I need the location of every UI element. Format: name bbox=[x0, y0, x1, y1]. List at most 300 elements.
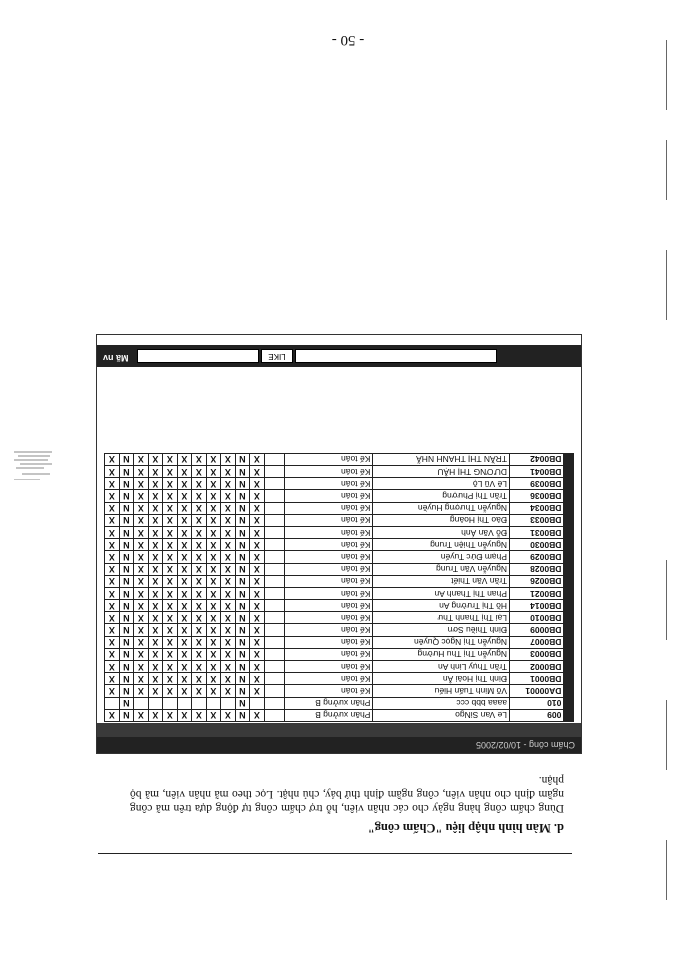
attendance-mark-cell[interactable]: X bbox=[177, 575, 192, 587]
attendance-mark-cell[interactable]: X bbox=[134, 612, 149, 624]
attendance-mark-cell[interactable]: X bbox=[250, 661, 265, 673]
attendance-mark-cell[interactable]: X bbox=[105, 453, 120, 465]
attendance-mark-cell[interactable]: N bbox=[235, 673, 250, 685]
row-selector[interactable] bbox=[564, 514, 574, 526]
attendance-mark-cell[interactable]: X bbox=[148, 612, 163, 624]
attendance-mark-cell[interactable]: X bbox=[163, 575, 178, 587]
row-checkbox[interactable] bbox=[264, 551, 285, 563]
attendance-mark-cell[interactable]: X bbox=[250, 563, 265, 575]
attendance-mark-cell[interactable]: X bbox=[177, 514, 192, 526]
employee-name-cell[interactable]: DƯƠNG THỊ HẬU bbox=[373, 466, 510, 478]
attendance-mark-cell[interactable]: X bbox=[148, 551, 163, 563]
attendance-mark-cell[interactable]: N bbox=[235, 563, 250, 575]
department-cell[interactable]: Kế toán bbox=[285, 612, 373, 624]
row-checkbox[interactable] bbox=[264, 527, 285, 539]
attendance-mark-cell[interactable]: X bbox=[163, 709, 178, 721]
attendance-mark-cell[interactable]: X bbox=[177, 624, 192, 636]
employee-name-cell[interactable]: Đinh Thiều Sơn bbox=[373, 624, 510, 636]
department-cell[interactable]: Kế toán bbox=[285, 587, 373, 599]
attendance-mark-cell[interactable]: N bbox=[119, 551, 134, 563]
attendance-mark-cell[interactable]: X bbox=[206, 661, 221, 673]
attendance-mark-cell[interactable]: X bbox=[148, 514, 163, 526]
employee-name-cell[interactable]: Lại Thị Thanh Thư bbox=[373, 612, 510, 624]
row-selector[interactable] bbox=[564, 697, 574, 709]
attendance-mark-cell[interactable]: X bbox=[192, 587, 207, 599]
row-checkbox[interactable] bbox=[264, 575, 285, 587]
attendance-mark-cell[interactable]: X bbox=[177, 551, 192, 563]
row-selector[interactable] bbox=[564, 587, 574, 599]
attendance-mark-cell[interactable]: X bbox=[105, 514, 120, 526]
attendance-mark-cell[interactable]: N bbox=[235, 587, 250, 599]
attendance-mark-cell[interactable]: X bbox=[105, 636, 120, 648]
employee-id-cell[interactable]: DB0010 bbox=[509, 612, 563, 624]
employee-name-cell[interactable]: Đào Thị Hoàng bbox=[373, 514, 510, 526]
attendance-mark-cell[interactable]: N bbox=[235, 612, 250, 624]
employee-id-cell[interactable]: DB0042 bbox=[509, 453, 563, 465]
attendance-mark-cell[interactable]: X bbox=[206, 563, 221, 575]
row-selector[interactable] bbox=[564, 636, 574, 648]
attendance-mark-cell[interactable]: X bbox=[163, 624, 178, 636]
attendance-mark-cell[interactable]: X bbox=[206, 514, 221, 526]
employee-name-cell[interactable]: Nguyễn Thị Thu Hường bbox=[373, 648, 510, 660]
employee-id-cell[interactable]: DB0034 bbox=[509, 502, 563, 514]
attendance-mark-cell[interactable] bbox=[177, 697, 192, 709]
attendance-mark-cell[interactable]: X bbox=[250, 466, 265, 478]
attendance-mark-cell[interactable]: N bbox=[235, 685, 250, 697]
table-row[interactable] bbox=[105, 600, 574, 612]
department-cell[interactable]: Kế toán bbox=[285, 551, 373, 563]
attendance-mark-cell[interactable]: X bbox=[221, 478, 236, 490]
row-checkbox[interactable] bbox=[264, 685, 285, 697]
employee-name-cell[interactable]: Nguyễn Văn Trung bbox=[373, 563, 510, 575]
attendance-mark-cell[interactable]: N bbox=[119, 624, 134, 636]
attendance-mark-cell[interactable]: N bbox=[119, 490, 134, 502]
attendance-mark-cell[interactable]: X bbox=[250, 514, 265, 526]
attendance-mark-cell[interactable]: N bbox=[119, 636, 134, 648]
attendance-mark-cell[interactable]: X bbox=[134, 551, 149, 563]
attendance-mark-cell[interactable]: X bbox=[134, 514, 149, 526]
employee-id-cell[interactable]: DB0028 bbox=[509, 563, 563, 575]
attendance-mark-cell[interactable]: X bbox=[250, 539, 265, 551]
employee-id-cell[interactable]: DB0031 bbox=[509, 527, 563, 539]
attendance-mark-cell[interactable]: N bbox=[235, 551, 250, 563]
table-row[interactable] bbox=[105, 453, 574, 465]
attendance-mark-cell[interactable]: X bbox=[192, 636, 207, 648]
attendance-mark-cell[interactable]: X bbox=[192, 502, 207, 514]
attendance-mark-cell[interactable]: X bbox=[148, 587, 163, 599]
attendance-mark-cell[interactable]: X bbox=[134, 600, 149, 612]
row-checkbox[interactable] bbox=[264, 648, 285, 660]
attendance-mark-cell[interactable]: X bbox=[105, 648, 120, 660]
employee-name-cell[interactable]: Le Van SiNgo bbox=[373, 709, 510, 721]
attendance-mark-cell[interactable]: X bbox=[250, 490, 265, 502]
row-checkbox[interactable] bbox=[264, 600, 285, 612]
attendance-mark-cell[interactable]: X bbox=[206, 673, 221, 685]
row-checkbox[interactable] bbox=[264, 539, 285, 551]
employee-id-cell[interactable]: DB0033 bbox=[509, 514, 563, 526]
attendance-mark-cell[interactable]: N bbox=[235, 453, 250, 465]
row-checkbox[interactable] bbox=[264, 502, 285, 514]
employee-name-cell[interactable]: Trần Văn Thiết bbox=[373, 575, 510, 587]
table-row[interactable] bbox=[105, 490, 574, 502]
attendance-mark-cell[interactable]: X bbox=[221, 673, 236, 685]
row-checkbox[interactable] bbox=[264, 466, 285, 478]
attendance-mark-cell[interactable]: X bbox=[105, 624, 120, 636]
row-selector[interactable] bbox=[564, 563, 574, 575]
attendance-mark-cell[interactable]: N bbox=[235, 490, 250, 502]
attendance-mark-cell[interactable]: N bbox=[119, 478, 134, 490]
attendance-mark-cell[interactable]: N bbox=[235, 697, 250, 709]
employee-name-cell[interactable]: TRẦN THỊ THANH NHÃ bbox=[373, 453, 510, 465]
employee-id-cell[interactable]: DB0039 bbox=[509, 478, 563, 490]
attendance-mark-cell[interactable]: X bbox=[134, 453, 149, 465]
attendance-mark-cell[interactable]: X bbox=[105, 490, 120, 502]
attendance-mark-cell[interactable]: X bbox=[177, 648, 192, 660]
attendance-mark-cell[interactable]: X bbox=[192, 648, 207, 660]
table-row[interactable] bbox=[105, 624, 574, 636]
attendance-mark-cell[interactable]: N bbox=[119, 709, 134, 721]
attendance-mark-cell[interactable]: X bbox=[148, 502, 163, 514]
attendance-mark-cell[interactable]: X bbox=[221, 527, 236, 539]
attendance-mark-cell[interactable]: X bbox=[250, 502, 265, 514]
attendance-mark-cell[interactable]: N bbox=[119, 453, 134, 465]
attendance-mark-cell[interactable]: N bbox=[119, 466, 134, 478]
attendance-mark-cell[interactable]: X bbox=[221, 575, 236, 587]
row-selector[interactable] bbox=[564, 612, 574, 624]
attendance-mark-cell[interactable]: X bbox=[134, 478, 149, 490]
employee-id-cell[interactable]: DB0030 bbox=[509, 539, 563, 551]
attendance-mark-cell[interactable]: X bbox=[163, 612, 178, 624]
row-selector[interactable] bbox=[564, 648, 574, 660]
attendance-mark-cell[interactable]: X bbox=[105, 502, 120, 514]
attendance-mark-cell[interactable]: X bbox=[206, 478, 221, 490]
employee-id-cell[interactable]: 009 bbox=[509, 709, 563, 721]
department-cell[interactable]: Kế toán bbox=[285, 514, 373, 526]
attendance-mark-cell[interactable]: X bbox=[148, 636, 163, 648]
attendance-mark-cell[interactable]: N bbox=[235, 636, 250, 648]
employee-name-cell[interactable]: Võ Minh Tuấn Hiếu bbox=[373, 685, 510, 697]
attendance-mark-cell[interactable]: X bbox=[177, 673, 192, 685]
attendance-mark-cell[interactable]: X bbox=[192, 490, 207, 502]
filter-operator[interactable]: LIKE bbox=[261, 349, 293, 363]
employee-name-cell[interactable]: Trần Thụy Linh An bbox=[373, 661, 510, 673]
attendance-mark-cell[interactable]: X bbox=[148, 673, 163, 685]
attendance-mark-cell[interactable]: X bbox=[177, 478, 192, 490]
attendance-mark-cell[interactable]: X bbox=[221, 685, 236, 697]
employee-name-cell[interactable]: Nguyễn Thượng Huyền bbox=[373, 502, 510, 514]
filter-code-input[interactable] bbox=[137, 349, 259, 363]
department-cell[interactable]: Kế toán bbox=[285, 600, 373, 612]
attendance-mark-cell[interactable]: N bbox=[235, 648, 250, 660]
attendance-mark-cell[interactable]: N bbox=[119, 612, 134, 624]
department-cell[interactable]: Kế toán bbox=[285, 466, 373, 478]
attendance-mark-cell[interactable]: X bbox=[163, 502, 178, 514]
attendance-mark-cell[interactable]: X bbox=[250, 636, 265, 648]
row-selector[interactable] bbox=[564, 551, 574, 563]
attendance-mark-cell[interactable]: X bbox=[134, 587, 149, 599]
employee-name-cell[interactable]: Trần Thị Phượng bbox=[373, 490, 510, 502]
attendance-mark-cell[interactable] bbox=[221, 697, 236, 709]
attendance-mark-cell[interactable]: X bbox=[163, 673, 178, 685]
row-checkbox[interactable] bbox=[264, 709, 285, 721]
attendance-mark-cell[interactable]: X bbox=[134, 539, 149, 551]
attendance-mark-cell[interactable]: X bbox=[163, 453, 178, 465]
attendance-mark-cell[interactable]: N bbox=[235, 539, 250, 551]
attendance-mark-cell[interactable]: X bbox=[206, 539, 221, 551]
table-row[interactable] bbox=[105, 514, 574, 526]
employee-id-cell[interactable]: DB0007 bbox=[509, 636, 563, 648]
employee-id-cell[interactable]: DB0014 bbox=[509, 600, 563, 612]
row-checkbox[interactable] bbox=[264, 612, 285, 624]
department-cell[interactable]: Kế toán bbox=[285, 478, 373, 490]
attendance-mark-cell[interactable] bbox=[192, 697, 207, 709]
attendance-mark-cell[interactable]: X bbox=[250, 673, 265, 685]
attendance-mark-cell[interactable]: X bbox=[206, 490, 221, 502]
attendance-mark-cell[interactable]: X bbox=[221, 587, 236, 599]
attendance-mark-cell[interactable]: X bbox=[192, 563, 207, 575]
table-row[interactable] bbox=[105, 709, 574, 721]
attendance-mark-cell[interactable]: N bbox=[235, 575, 250, 587]
attendance-mark-cell[interactable]: X bbox=[221, 514, 236, 526]
employee-name-cell[interactable]: Đỗ Văn Ánh bbox=[373, 527, 510, 539]
attendance-mark-cell[interactable]: X bbox=[221, 563, 236, 575]
attendance-mark-cell[interactable]: X bbox=[148, 478, 163, 490]
attendance-mark-cell[interactable]: X bbox=[105, 563, 120, 575]
filter-value-input[interactable] bbox=[295, 349, 497, 363]
row-selector[interactable] bbox=[564, 453, 574, 465]
attendance-mark-cell[interactable]: N bbox=[235, 709, 250, 721]
attendance-mark-cell[interactable]: N bbox=[235, 478, 250, 490]
attendance-mark-cell[interactable]: X bbox=[192, 453, 207, 465]
attendance-mark-cell[interactable]: N bbox=[235, 624, 250, 636]
attendance-mark-cell[interactable]: N bbox=[119, 502, 134, 514]
attendance-mark-cell[interactable]: N bbox=[235, 502, 250, 514]
attendance-mark-cell[interactable]: X bbox=[148, 490, 163, 502]
attendance-mark-cell[interactable]: X bbox=[177, 587, 192, 599]
attendance-mark-cell[interactable]: X bbox=[221, 636, 236, 648]
department-cell[interactable]: Kế toán bbox=[285, 685, 373, 697]
attendance-mark-cell[interactable]: X bbox=[134, 673, 149, 685]
employee-id-cell[interactable]: DB0029 bbox=[509, 551, 563, 563]
attendance-mark-cell[interactable]: N bbox=[119, 673, 134, 685]
employee-id-cell[interactable]: DB0002 bbox=[509, 661, 563, 673]
row-checkbox[interactable] bbox=[264, 697, 285, 709]
attendance-mark-cell[interactable]: X bbox=[221, 612, 236, 624]
attendance-mark-cell[interactable]: N bbox=[119, 661, 134, 673]
attendance-mark-cell[interactable]: X bbox=[206, 709, 221, 721]
attendance-mark-cell[interactable]: X bbox=[192, 466, 207, 478]
department-cell[interactable]: Kế toán bbox=[285, 673, 373, 685]
attendance-mark-cell[interactable]: X bbox=[148, 600, 163, 612]
attendance-mark-cell[interactable]: X bbox=[206, 624, 221, 636]
attendance-mark-cell[interactable]: X bbox=[163, 514, 178, 526]
attendance-mark-cell[interactable]: X bbox=[105, 661, 120, 673]
attendance-mark-cell[interactable]: X bbox=[250, 648, 265, 660]
attendance-mark-cell[interactable]: X bbox=[177, 490, 192, 502]
attendance-mark-cell[interactable]: X bbox=[177, 612, 192, 624]
attendance-mark-cell[interactable]: X bbox=[163, 587, 178, 599]
attendance-mark-cell[interactable]: X bbox=[206, 453, 221, 465]
attendance-mark-cell[interactable]: X bbox=[192, 551, 207, 563]
attendance-mark-cell[interactable]: X bbox=[105, 600, 120, 612]
department-cell[interactable]: Kế toán bbox=[285, 648, 373, 660]
attendance-mark-cell[interactable]: X bbox=[192, 612, 207, 624]
attendance-mark-cell[interactable]: X bbox=[192, 575, 207, 587]
attendance-mark-cell[interactable]: X bbox=[177, 527, 192, 539]
row-selector[interactable] bbox=[564, 575, 574, 587]
attendance-mark-cell[interactable] bbox=[105, 697, 120, 709]
department-cell[interactable]: Kế toán bbox=[285, 563, 373, 575]
row-selector[interactable] bbox=[564, 685, 574, 697]
attendance-mark-cell[interactable]: X bbox=[192, 478, 207, 490]
attendance-mark-cell[interactable]: X bbox=[192, 709, 207, 721]
employee-id-cell[interactable]: DB0041 bbox=[509, 466, 563, 478]
attendance-mark-cell[interactable]: X bbox=[134, 624, 149, 636]
department-cell[interactable]: Kế toán bbox=[285, 453, 373, 465]
attendance-mark-cell[interactable]: X bbox=[177, 636, 192, 648]
attendance-mark-cell[interactable]: X bbox=[148, 624, 163, 636]
attendance-mark-cell[interactable]: X bbox=[163, 527, 178, 539]
attendance-mark-cell[interactable]: X bbox=[105, 587, 120, 599]
attendance-mark-cell[interactable]: X bbox=[206, 612, 221, 624]
attendance-mark-cell[interactable]: X bbox=[163, 563, 178, 575]
attendance-mark-cell[interactable]: X bbox=[192, 673, 207, 685]
attendance-mark-cell[interactable]: X bbox=[105, 673, 120, 685]
attendance-mark-cell[interactable] bbox=[250, 697, 265, 709]
attendance-mark-cell[interactable]: X bbox=[206, 466, 221, 478]
attendance-mark-cell[interactable] bbox=[134, 697, 149, 709]
attendance-mark-cell[interactable]: X bbox=[177, 453, 192, 465]
table-row[interactable] bbox=[105, 612, 574, 624]
row-checkbox[interactable] bbox=[264, 624, 285, 636]
table-row[interactable] bbox=[105, 587, 574, 599]
attendance-mark-cell[interactable]: X bbox=[163, 648, 178, 660]
attendance-mark-cell[interactable]: X bbox=[192, 527, 207, 539]
attendance-mark-cell[interactable]: N bbox=[235, 466, 250, 478]
employee-id-cell[interactable]: DB0026 bbox=[509, 575, 563, 587]
row-checkbox[interactable] bbox=[264, 673, 285, 685]
attendance-mark-cell[interactable]: X bbox=[192, 514, 207, 526]
table-row[interactable] bbox=[105, 648, 574, 660]
attendance-mark-cell[interactable]: N bbox=[119, 697, 134, 709]
attendance-mark-cell[interactable]: N bbox=[119, 539, 134, 551]
attendance-mark-cell[interactable]: N bbox=[119, 600, 134, 612]
attendance-mark-cell[interactable]: X bbox=[177, 685, 192, 697]
attendance-mark-cell[interactable]: X bbox=[250, 551, 265, 563]
attendance-mark-cell[interactable]: X bbox=[148, 648, 163, 660]
table-row[interactable] bbox=[105, 466, 574, 478]
attendance-mark-cell[interactable]: N bbox=[119, 514, 134, 526]
attendance-mark-cell[interactable]: X bbox=[134, 648, 149, 660]
attendance-mark-cell[interactable]: X bbox=[250, 478, 265, 490]
employee-id-cell[interactable]: DA00001 bbox=[509, 685, 563, 697]
attendance-mark-cell[interactable]: X bbox=[105, 478, 120, 490]
table-row[interactable] bbox=[105, 636, 574, 648]
attendance-mark-cell[interactable]: N bbox=[235, 661, 250, 673]
attendance-mark-cell[interactable]: X bbox=[250, 612, 265, 624]
attendance-mark-cell[interactable]: X bbox=[105, 551, 120, 563]
attendance-mark-cell[interactable]: X bbox=[206, 587, 221, 599]
attendance-mark-cell[interactable]: X bbox=[221, 709, 236, 721]
row-selector[interactable] bbox=[564, 478, 574, 490]
attendance-mark-cell[interactable]: X bbox=[105, 539, 120, 551]
department-cell[interactable]: Kế toán bbox=[285, 502, 373, 514]
attendance-mark-cell[interactable]: X bbox=[250, 685, 265, 697]
table-row[interactable] bbox=[105, 661, 574, 673]
attendance-mark-cell[interactable]: X bbox=[221, 551, 236, 563]
attendance-mark-cell[interactable]: X bbox=[250, 575, 265, 587]
department-cell[interactable]: Phân xưởng B bbox=[285, 709, 373, 721]
employee-name-cell[interactable]: Lê Vũ Lộ bbox=[373, 478, 510, 490]
attendance-mark-cell[interactable]: N bbox=[235, 600, 250, 612]
attendance-mark-cell[interactable]: X bbox=[105, 685, 120, 697]
attendance-mark-cell[interactable]: X bbox=[163, 478, 178, 490]
row-selector[interactable] bbox=[564, 600, 574, 612]
attendance-mark-cell[interactable]: X bbox=[192, 624, 207, 636]
attendance-mark-cell[interactable]: X bbox=[134, 466, 149, 478]
employee-id-cell[interactable]: 010 bbox=[509, 697, 563, 709]
attendance-mark-cell[interactable]: X bbox=[221, 600, 236, 612]
attendance-mark-cell[interactable]: X bbox=[177, 502, 192, 514]
attendance-mark-cell[interactable]: X bbox=[148, 527, 163, 539]
attendance-mark-cell[interactable]: X bbox=[163, 466, 178, 478]
attendance-mark-cell[interactable]: N bbox=[119, 648, 134, 660]
table-row[interactable] bbox=[105, 502, 574, 514]
row-checkbox[interactable] bbox=[264, 514, 285, 526]
employee-name-cell[interactable]: aaaa bbb ccc bbox=[373, 697, 510, 709]
attendance-mark-cell[interactable]: X bbox=[148, 685, 163, 697]
table-row[interactable] bbox=[105, 527, 574, 539]
attendance-mark-cell[interactable]: X bbox=[134, 636, 149, 648]
attendance-mark-cell[interactable]: N bbox=[119, 685, 134, 697]
employee-name-cell[interactable]: Phan Thị Thanh An bbox=[373, 587, 510, 599]
attendance-mark-cell[interactable]: X bbox=[134, 709, 149, 721]
attendance-mark-cell[interactable]: X bbox=[250, 587, 265, 599]
attendance-mark-cell[interactable]: X bbox=[105, 612, 120, 624]
department-cell[interactable]: Kế toán bbox=[285, 490, 373, 502]
attendance-mark-cell[interactable]: X bbox=[134, 490, 149, 502]
attendance-mark-cell[interactable]: X bbox=[221, 539, 236, 551]
row-checkbox[interactable] bbox=[264, 490, 285, 502]
attendance-mark-cell[interactable]: X bbox=[250, 624, 265, 636]
attendance-mark-cell[interactable]: X bbox=[250, 453, 265, 465]
department-cell[interactable]: Kế toán bbox=[285, 575, 373, 587]
attendance-mark-cell[interactable]: X bbox=[148, 539, 163, 551]
table-row[interactable] bbox=[105, 673, 574, 685]
attendance-mark-cell[interactable]: X bbox=[250, 709, 265, 721]
employee-id-cell[interactable]: DB0009 bbox=[509, 624, 563, 636]
attendance-mark-cell[interactable]: X bbox=[221, 466, 236, 478]
employee-name-cell[interactable]: Phạm Đức Tuyến bbox=[373, 551, 510, 563]
attendance-mark-cell[interactable]: X bbox=[148, 709, 163, 721]
attendance-mark-cell[interactable]: X bbox=[163, 636, 178, 648]
row-selector[interactable] bbox=[564, 709, 574, 721]
attendance-mark-cell[interactable]: X bbox=[221, 490, 236, 502]
attendance-mark-cell[interactable]: X bbox=[221, 648, 236, 660]
attendance-mark-cell[interactable] bbox=[206, 697, 221, 709]
employee-name-cell[interactable]: Hồ Thị Trường An bbox=[373, 600, 510, 612]
employee-id-cell[interactable]: DB0003 bbox=[509, 648, 563, 660]
attendance-mark-cell[interactable]: X bbox=[177, 539, 192, 551]
row-checkbox[interactable] bbox=[264, 636, 285, 648]
attendance-mark-cell[interactable]: X bbox=[192, 600, 207, 612]
attendance-mark-cell[interactable]: X bbox=[206, 636, 221, 648]
row-selector[interactable] bbox=[564, 539, 574, 551]
department-cell[interactable]: Kế toán bbox=[285, 624, 373, 636]
attendance-mark-cell[interactable]: X bbox=[221, 502, 236, 514]
attendance-mark-cell[interactable]: X bbox=[192, 685, 207, 697]
row-selector[interactable] bbox=[564, 673, 574, 685]
